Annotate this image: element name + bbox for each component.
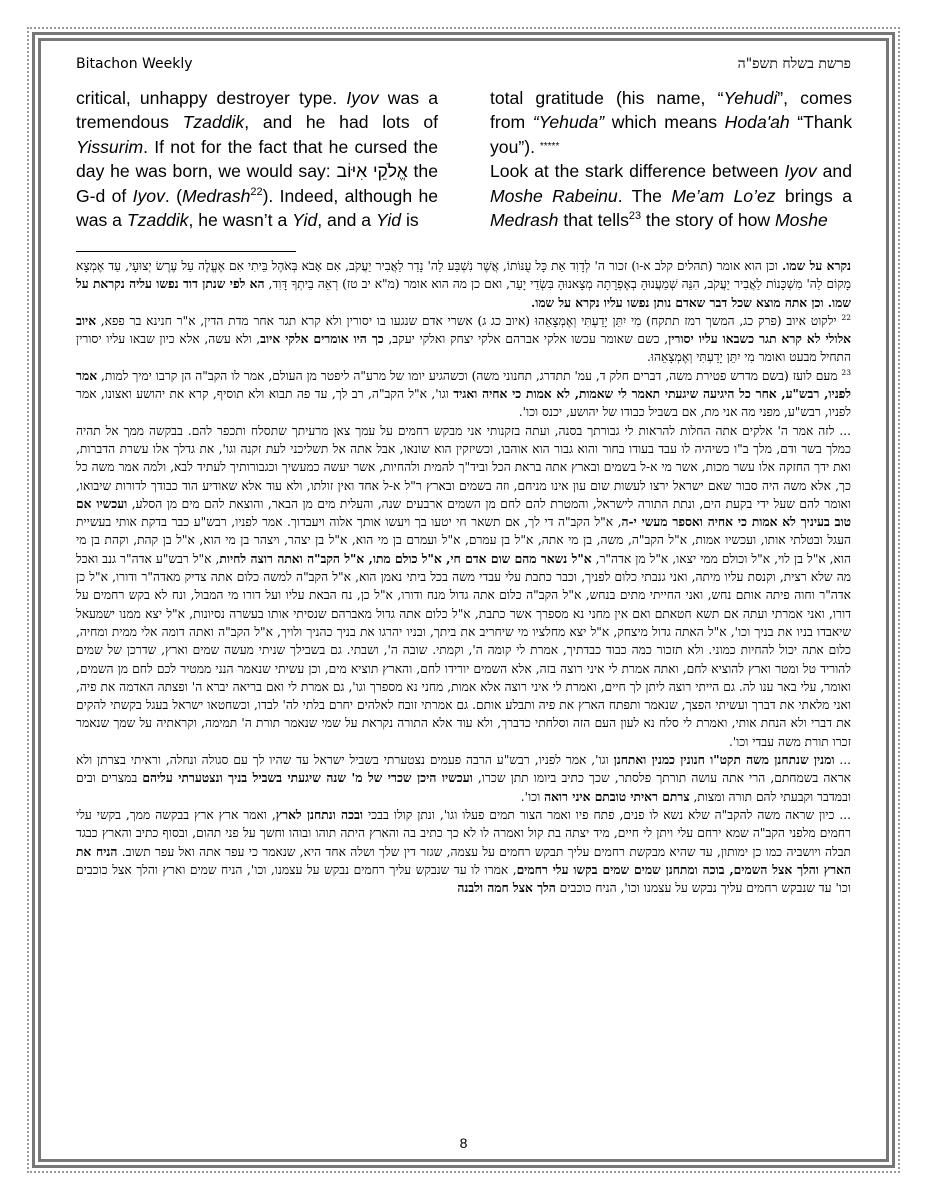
- column-right: [490, 86, 852, 232]
- text-run: . (: [164, 185, 182, 206]
- text-run: , א"ל הקב"ה די לך, אם תשאר חי יטעו בך ויעשו אותך אלוה ויעבדוך. אמר לפניו, רבש"ע כבר בדקת אותי בעשיית העגל ובטלתי אותו, ועכשיו אמות, א"ל הקב"ה, משה, בן מי אתה, א"ל בן עמרם, א"ל ועמרם בן מי הוא, א"ל בן יצהר, ויצהר בן מי הוא, א"ל בן קהת, וקהת בן מי הוא, א"ל בן לוי, א"ל וכולם ממי יצאו, א"ל מן אדה"ר,: [76, 515, 851, 566]
- text-bold: צרתם ראיתי טובתם איני רואה: [544, 789, 690, 804]
- footnote-number: 23: [841, 367, 851, 377]
- text-run: “Yehuda”: [532, 112, 605, 133]
- text-bold: כך היו אומרים אלקי איוב: [260, 332, 384, 347]
- text-bold: הלך אצל חמה ולבנה: [457, 881, 556, 896]
- text-run: Hoda'ah: [724, 112, 790, 133]
- text-run: is: [401, 210, 419, 231]
- text-run: the story of how: [641, 210, 775, 231]
- header-parsha-title: פרשת בשלח תשפ"ה: [737, 56, 851, 72]
- column-left-paragraph: [76, 86, 438, 232]
- footnote-number: 22: [841, 312, 851, 322]
- text-run: was a tremendous: [76, 88, 438, 133]
- text-run: , כשם שאומר עכשו אלקי אברהם אלקי יצחק ואלקי יעקב,: [383, 332, 669, 347]
- text-run: וכו'.: [520, 789, 545, 804]
- footnote-23: [76, 367, 851, 422]
- text-run: Yissurim: [76, 136, 144, 157]
- hebrew-phrase: אֱלֹקֵי אִיּוֹב: [336, 161, 408, 182]
- footnote-23-paragraph-2: [76, 422, 851, 751]
- footnote-23-paragraph-3: [76, 751, 851, 806]
- text-run: Yid: [375, 210, 402, 231]
- text-run: , ולא עשה, אלא כיון שבאו עליו יסורין התחיל מבעט ואומר מִי יִתֵּן יָדַעְתִּי וְאֶמְצָאֵהוּ.: [76, 332, 851, 365]
- text-run: ... לזה אמר ה' אלקים אתה החלות להראות לי גבורתך בסנה, ועתה בזקנותי אני מבקש רחמים על עמך צאן מרעיתך שתסלח ותכפר להם. בבקשה ממך אל תהיה כמלך בשר ודם, מלך ב"ו כשיהיה לו עבד בעודו בחור והוא גבור הוא אוהבו, וכשיזקין הוא שונאו, אבל אתה אל תשליכני לעת זקנה וגו', את גדלך אלו עשרת הדברות, ואת ידך החזקה אלו עשר מכות, אשר מי א-ל בשמים ובארץ אתה בראת הכל וביד"ך להמית ולהחיות, אשר יעשה כמעשיך וכגבורותיך לעתיד לבא, ולמה אמר משה כל כך, אלא משה היה סבור שאם ישראל ירצו לעשות שום עון אינו מניחם, וזה בשמים ובארץ ר"ל א-ל אחד ואין זולתו, ולא עוד אלא שאודיע הוד כבודך לדורות שיבואו, ואומר להם שעל ידי בקעת הים, ונתת התורה לישראל, והמטרת להם לחם מן השמים ארבעים שנה, והעלית מים מן הבאר, והוצאת להם מים מן הסלע,: [76, 423, 851, 511]
- footnote-23-paragraph-4: [76, 806, 851, 897]
- text-bold: ובכה ונתחנן לארץ: [275, 807, 364, 822]
- text-run: וגו', אמר לפניו, רבש"ע הרבה פעמים נצטערתי בשביל ישראל עד שהיו לך עם סגולה ונחלה, וראיתי בצרתן ולא אראה בשמחתם, הרי אתה עושה תורתך פלסתר, שכך כתיב ביומו תתן שכרו,: [76, 753, 851, 786]
- text-run: the G-d of: [76, 161, 438, 206]
- header-publication-title: Bitachon Weekly: [76, 56, 193, 72]
- column-left: [76, 86, 438, 232]
- text-bold: הניח את הארץ והלך אצל השמים, בוכה ומתחנן שמים שמים בקשו עלי רחמים: [76, 844, 851, 877]
- text-run: “Thank you”).: [490, 112, 852, 157]
- text-run: , אמרו לו עד שנבקש עליך רחמים נבקש על עצמנו, וכו', הניח שמים וארץ והלך אצל כוכבים וכו' עד שנבקש רחמים עליך נבקש על עצמנו וכו', הניח כוכבים: [76, 862, 851, 896]
- text-run: Iyov: [346, 88, 379, 108]
- text-bold: נקרא על שמו.: [782, 259, 851, 273]
- text-run: Iyov: [784, 161, 817, 182]
- text-run: Tzaddik: [182, 112, 245, 133]
- text-run: and: [816, 161, 852, 182]
- text-run: מעם לועז (בשם מדרש פטירת משה, דברים חלק ד, עמ' תתדרג, תחנוני משה) וכשהגיע יומו של מרע"ה ליפטר מן העולם, אמר לו הקב"ה הן קרבו ימיך למות,: [97, 368, 842, 383]
- text-run: וגו', א"ל הקב"ה, רב לך, עד פה תבוא ולא תוסיף, קרא את יהושע ואצונו, אמר לפניו, רבש"ע, מפני מה אני מת, אם בשביל כבודו של יהושע, יכנס וכו'.: [76, 387, 851, 420]
- text-run: critical, unhappy destroyer type.: [76, 88, 347, 108]
- text-bold: ועכשיו היכן שכרי של מ' שנה שיגעתי בשביל בניך ונצטערתי עליהם: [142, 771, 473, 786]
- text-run: Iyov: [132, 185, 165, 206]
- text-run: . The: [617, 185, 672, 206]
- text-run: total gratitude (his name, “: [490, 88, 724, 108]
- section-separator-stars: *****: [539, 140, 560, 152]
- text-run: וכן הוא אומר (תהלים קלב א-ו) זכור ה' לְדָוִד אֵת כָּל עֻנּוֹתוֹ, אֲשֶׁר נִשְׁבַּע לַה' נָדַר לַאֲבִיר יַעֲקֹב, אִם אָבֹא בְּאֹהֶל בֵּיתִי אִם אֶעֱלֶה עַל עֶרֶשׂ יְצוּעָי, עַד אֶמְצָא מָקוֹם לַה' מִשְׁכָּנוֹת לַאֲבִיר יַעֲקֹב, הִנֵּה שְׁמַעֲנוּהָ בְאֶפְרָתָה מְצָאנוּהָ בִּשְׂדֵי יָעַר, ואם כן מה הוא אומר (מ"א יב טז) רְאֵה בֵיתְךָ דָּוִד,: [76, 259, 852, 292]
- text-run: ...: [834, 753, 851, 768]
- text-bold: הא לפי שנתן דוד נפשו עליה נקראת על שמו. וכן אתה מוצא שכל דבר שאדם נותן נפשו עליו נקרא על שמו.: [76, 277, 851, 310]
- column-right-paragraph-1: [490, 86, 852, 159]
- text-run: , א"ל רבש"ע אדה"ר גנב ואכל מה שלא רצית, וקנסת עליו מיתה, ואני גנבתי כלום לפניך, וכבר כתבת עלי עבדי משה בכל ביתי נאמן הוא, א"ל הקב"ה למשה כלום אתה צדיק מאדה"ר ודורו, א"ל כן אדה"ר וחוה פיתה אותם נחש, ואני החייתי מתים בנחש, א"ל הקב"ה כלום אתה גדול מנח ודורו, א"ל כן, נח הבאת עליו ועל דורו מי המבול, ונח לא בקש רחמים על דורו, ואני אמרתי ועתה אם תשא חטאתם ואם אין מחני נא מספרך אשר כתבת, א"ל כלום אתה גדול מאברהם שנסיתי אותו בעשרה נסיונות, א"ל יצא ממנו ישמעאל שיאבדו בניו את בניך וכו', א"ל האתה גדול מיצחק, א"ל יצא מחלציו מי שיחריב את ביתך, ובניו יהרגו את בניך כהניך ולויך, א"ל הקב"ה ואתה דומה אלי ממית ומחיה, כלום אתה יכול להחיות כמוני. ולא תזכור כמה כבוד כבדתיך, אמרת לי קומה ה', וקמתי. שובה ה', ושבתי. גם בשבילך שניתי מעשה שמים וארץ, שדרכן של שמים להוריד טל ומטר וארץ להוציא לחם, ואתה אמרת לי איני רוצה בזה, אלא השמים יורידו לחם, והארץ תוציא מים, וכן עשיתי שנאמר הנני ממטיר לכם לחם מן השמים, ואומר, עלי באר ענו לה. גם הייתי רוצה ליתן לך חיים, ואמרת לי איני רוצה אלא אמות, מחני נא מספרך וגו', גם אמרת לי ואם בריאה יברא ה' ופצתה האדמה את פיה, ואני מלאתי את דברך ועשיתי הפצך, שנאמר ותפתח הארץ את פיה ותבלע אותם. גם אמרתי זובח לאלהים יחרם בלתי לה' לבדו, וכשחטאו ישראל בעגל בקשתי להקים את דברי ולא הנחת אותי, ואמרת לי סלח נא לעון העם הזה וסלחתי כדברך, ולא עוד אלא התורה נקראת על שמי שנאמר תורת ה' תמימה, וקראתיה על שמך שנאמר זכרו תורת משה עבדי וכו'.: [76, 551, 851, 749]
- text-bold: ומנין שנתחנן משה תקט"ו חנונין כמנין ואתחנן: [613, 753, 835, 768]
- text-run: Medrash: [490, 210, 559, 231]
- text-run: במצרים ובים ובמדבר וקבעתי להם תורה ומצות,: [76, 771, 851, 804]
- footnote-continued: [76, 257, 851, 312]
- footnotes-section: [76, 257, 851, 897]
- text-run: that tells: [558, 210, 629, 231]
- text-run: Tzaddik: [126, 210, 189, 231]
- column-right-paragraph-2: [490, 159, 852, 232]
- text-run: Me’am Lo’ez: [671, 185, 776, 206]
- text-run: . If not for the fact that he cursed the day he was born, we would say:: [76, 136, 438, 182]
- page-number: 8: [459, 1135, 468, 1151]
- text-run: Moshe Rabeinu: [490, 185, 618, 206]
- text-run: , and a: [317, 210, 376, 231]
- text-bold: א"ל נשאר מהם שום אדם חי, א"ל כולם מתו, א"ל הקב"ה ואתה רוצה לחיות: [219, 551, 592, 566]
- footnote-divider: [76, 251, 296, 252]
- text-run: ... כיון שראה משה להקב"ה שלא נשא לו פנים, פתח פיו ואמר הצור תמים פעלו וגו', ונתן קולו בבכי: [363, 807, 852, 822]
- text-run: which means: [604, 112, 725, 133]
- text-run: ילקוט איוב (פרק כג, המשך רמז תתקח) מִי יִתֵּן יָדַעְתִּי וְאֶמְצָאֵהוּ (איוב כג ג) אשרי אדם שנגעו בו יסורין ולא קרא תגר אחר מדת הדין, א"ר חנינא בר פפא,: [96, 313, 842, 328]
- footnote-ref-23[interactable]: 23: [628, 210, 642, 223]
- text-run: Yehudi: [723, 88, 778, 108]
- text-run: , ואמר ארץ ארץ בבקשה ממך, בקשי עלי רחמים מלפני הקב"ה שמא ירחם עלי ויתן לי חיים, מיד יצתה בת קול ואמרה לו לא כך כתיב בה והארץ היתה תוהו ובוהו וחשך על פני תהום, ובסוף כתיב והארץ כבגד תבלה ויושביה כמו כן ימותון, עד שהיא מבקשת רחמים עליך תבקש רחמים על עצמה, שגזר דין שלך ושלה אחד היא, שנאמר כי עפר אתה ואל עפר תשוב.: [76, 807, 851, 859]
- text-run: ”, comes from: [490, 88, 852, 133]
- text-run: ). Indeed, although he was a: [76, 185, 439, 231]
- footnote-ref-22[interactable]: 22: [250, 185, 263, 198]
- text-bold: ועכשיו אם טוב בעיניך לא אמות כי אחיה ואספר מעשי י-ה: [76, 496, 851, 530]
- text-run: Medrash: [181, 185, 251, 206]
- text-run: Moshe: [775, 210, 828, 231]
- text-run: Look at the stark difference between: [490, 161, 785, 182]
- text-run: Yid: [292, 210, 318, 231]
- text-bold: איוב אלולי לא קרא תגר כשבאו עליו יסורין: [76, 313, 852, 347]
- text-run: brings a: [775, 185, 852, 206]
- text-run: , he wasn’t a: [188, 210, 293, 231]
- text-bold: אמר לפניו, רבש"ע, אחר כל היגיעה שיגעתי תאמר לי שאמות, לא אמות כי אחיה ואגיד: [76, 368, 851, 402]
- text-run: , and he had lots of: [244, 112, 438, 133]
- footnote-22: [76, 312, 851, 367]
